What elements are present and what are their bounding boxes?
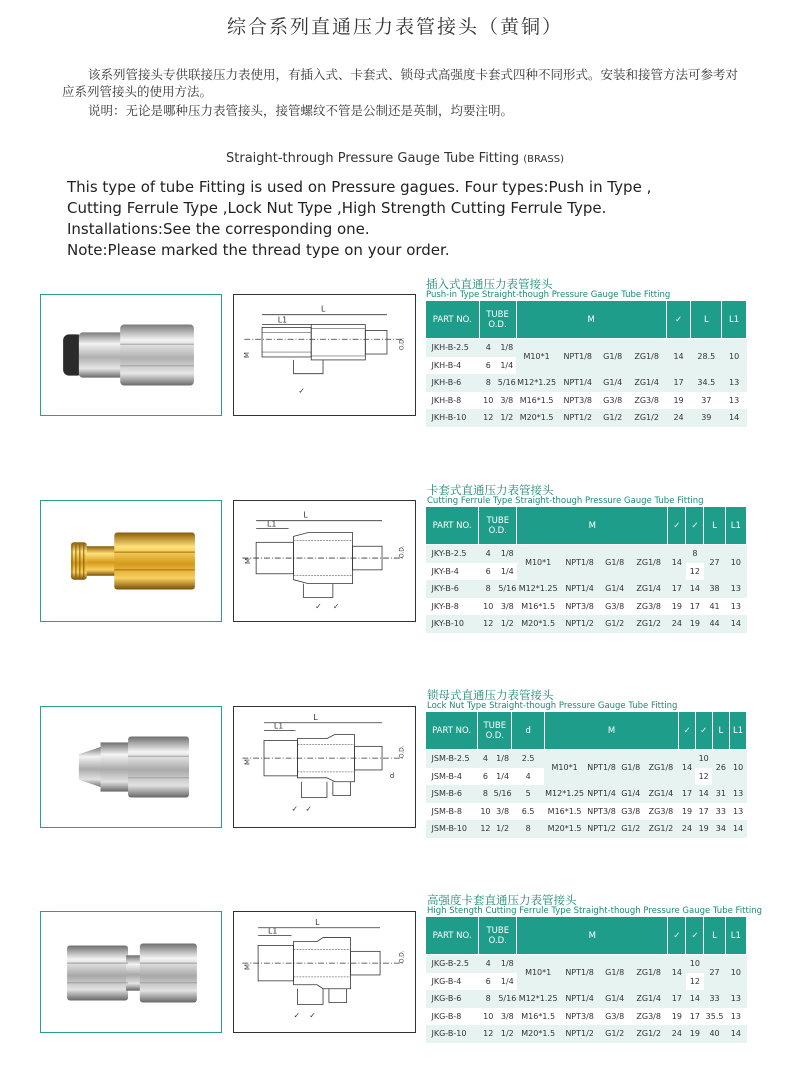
- english-title-main: Straight-through Pressure Gauge Tube Fitting: [226, 151, 520, 166]
- col-l: L: [712, 712, 730, 750]
- technical-drawing-lock-nut: [233, 706, 416, 828]
- col-m: M: [516, 301, 666, 339]
- spec-table-high-strength: [425, 916, 747, 1043]
- svg-text:L: L: [321, 304, 326, 314]
- english-title-material: (BRASS): [523, 154, 564, 165]
- svg-text:✓: ✓: [332, 602, 340, 612]
- col-tube-od: TUBE O.D.: [479, 301, 516, 339]
- svg-text:L1: L1: [267, 926, 278, 936]
- svg-text:M: M: [243, 964, 252, 971]
- intro-cn-paragraph-1: 该系列管接头专供联接压力表使用，有插入式、卡套式、锁母式高强度卡套式四种不同形式。安装和接管方法可参考对应系列管接头的使用方法。: [62, 67, 739, 99]
- svg-text:✓: ✓: [305, 804, 312, 814]
- col-s-icon: ✓: [668, 507, 686, 545]
- table-row: JSM-B-2.5 4 1/8 2.5 M10*1 NPT1/8 G1/8 ZG1/8 14 10 26 10: [426, 750, 747, 768]
- table-row: JKY-B-2.5 4 1/8 M10*1 NPT1/8 G1/8 ZG1/8 14 8 27 10: [426, 545, 747, 563]
- table-row: JKG-B-4 6 1/4 12: [431, 976, 700, 986]
- svg-text:M: M: [243, 352, 252, 358]
- svg-text:O.D.: O.D.: [399, 545, 406, 559]
- cutting-ferrule-drawing-image: [234, 501, 415, 621]
- svg-text:O.D.: O.D.: [399, 337, 406, 351]
- col-s-icon: ✓: [679, 712, 696, 750]
- product-photo-cutting-ferrule: [40, 500, 222, 622]
- col-part-no: PART NO.: [426, 917, 479, 955]
- table-row: JKH-B-6 8 5/16 M12*1.25 NPT1/4 G1/4 ZG1/4 17 34.5 13: [426, 374, 747, 392]
- svg-text:O.D.: O.D.: [399, 745, 406, 759]
- technical-drawing-push-in: [233, 294, 416, 416]
- svg-text:d: d: [389, 771, 395, 780]
- table-row: JSM-B-10 12 1/2 8 M20*1.5 NPT1/2 G1/2 ZG1/2 24 19 34 14: [426, 820, 747, 838]
- english-line-1: This type of tube Fitting is used on Pressure gagues. Four types:Push in Type ,: [67, 178, 652, 196]
- svg-text:✓: ✓: [293, 1011, 301, 1021]
- col-d: d: [512, 712, 544, 750]
- col-tube-od: TUBE O.D.: [479, 917, 517, 955]
- col-m: M: [517, 917, 668, 955]
- col-s1-icon: ✓: [686, 917, 704, 955]
- lock-nut-drawing-image: [234, 707, 415, 827]
- col-m: M: [544, 712, 678, 750]
- col-s1-icon: ✓: [695, 712, 712, 750]
- svg-text:L1: L1: [273, 721, 284, 731]
- table-row: JSM-B-6 8 5/16 5 M12*1.25 NPT1/4 G1/4 ZG1/4 17 14 31 13: [426, 785, 747, 803]
- section-3-cn-title: 锁母式直通压力表管接头: [427, 688, 554, 702]
- product-photo-push-in: [40, 294, 222, 416]
- intro-cn-paragraph-2: 说明：无论是哪种压力表管接头，接管螺纹不管是公制还是英制，均要注明。: [88, 103, 514, 118]
- svg-text:M: M: [243, 759, 252, 766]
- svg-text:L1: L1: [277, 315, 288, 325]
- english-line-4: Note:Please marked the thread type on your order.: [67, 241, 450, 259]
- svg-text:✓: ✓: [315, 602, 322, 612]
- svg-text:O.D.: O.D.: [399, 950, 406, 964]
- table-row: JKH-B-8 10 3/8 M16*1.5 NPT3/8 G3/8 ZG3/8 19 37 13: [431, 395, 740, 405]
- col-s-icon: ✓: [666, 301, 691, 339]
- svg-text:✓: ✓: [291, 804, 299, 814]
- svg-text:✓: ✓: [298, 386, 306, 396]
- section-2-cn-title: 卡套式直通压力表管接头: [427, 483, 554, 497]
- table-row: JKH-B-2.5 4 1/8 M10*1 NPT1/8 G1/8 ZG1/8 14 28.5 10: [426, 339, 747, 357]
- product-photo-lock-nut: [40, 706, 222, 828]
- high-strength-fitting-image: [41, 912, 221, 1032]
- col-l1: L1: [725, 507, 746, 545]
- product-photo-high-strength: [40, 911, 222, 1033]
- table-row: JKH-B-4 6 1/4: [431, 360, 514, 370]
- table-row: JSM-B-4 6 1/4 4 12: [431, 771, 709, 781]
- svg-text:L: L: [303, 510, 308, 520]
- svg-text:✓: ✓: [309, 1011, 316, 1021]
- table-row: JKG-B-10 12 1/2 M20*1.5 NPT1/2 G1/2 ZG1/2 24 19 40 14: [426, 1025, 747, 1043]
- col-l: L: [691, 301, 722, 339]
- col-part-no: PART NO.: [426, 712, 478, 750]
- table-row: JKG-B-2.5 4 1/8 M10*1 NPT1/8 G1/8 ZG1/8 14 10 27 10: [426, 955, 747, 973]
- spec-table-cutting-ferrule: [425, 506, 747, 633]
- col-tube-od: TUBE O.D.: [479, 507, 517, 545]
- table-row: JKY-B-6 8 5/16 M12*1.25 NPT1/4 G1/4 ZG1/4 17 14 38 13: [426, 580, 747, 598]
- col-l1: L1: [730, 712, 747, 750]
- table-row: JSM-B-8 10 3/8 6.5 M16*1.5 NPT3/8 G3/8 ZG3/8 19 17 33 13: [431, 806, 744, 816]
- section-3-en-title: Lock Nut Type Straight-though Pressure Gauge Tube Fitting: [427, 701, 678, 711]
- col-l: L: [704, 507, 725, 545]
- push-in-fitting-image: [41, 295, 221, 415]
- push-in-drawing-image: [234, 295, 415, 415]
- table-row: JKH-B-10 12 1/2 M20*1.5 NPT1/2 G1/2 ZG1/2 24 39 14: [426, 409, 747, 427]
- col-s-icon: ✓: [668, 917, 686, 955]
- col-part-no: PART NO.: [426, 507, 479, 545]
- spec-table-lock-nut: [425, 711, 747, 838]
- table-row: JKY-B-10 12 1/2 M20*1.5 NPT1/2 G1/2 ZG1/2 24 19 44 14: [426, 615, 747, 633]
- col-m: M: [517, 507, 668, 545]
- lock-nut-fitting-image: [41, 707, 221, 827]
- section-4-en-title: High Stength Cutting Ferrule Type Straight-though Pressure Gauge Tube Fitting: [427, 906, 762, 916]
- table-row: JKY-B-8 10 3/8 M16*1.5 NPT3/8 G3/8 ZG3/8 19 17 41 13: [431, 601, 741, 611]
- col-l: L: [704, 917, 725, 955]
- col-tube-od: TUBE O.D.: [478, 712, 512, 750]
- english-line-2: Cutting Ferrule Type ,Lock Nut Type ,High Strength Cutting Ferrule Type.: [67, 199, 607, 217]
- svg-text:L: L: [313, 712, 318, 722]
- high-strength-drawing-image: [234, 912, 415, 1032]
- page-title: 综合系列直通压力表管接头（黄铜）: [226, 16, 563, 38]
- col-part-no: PART NO.: [426, 301, 480, 339]
- technical-drawing-high-strength: [233, 911, 416, 1033]
- section-1-cn-title: 插入式直通压力表管接头: [426, 277, 553, 291]
- col-l1: L1: [725, 917, 746, 955]
- english-line-3: Installations:See the corresponding one.: [67, 220, 370, 238]
- section-2-en-title: Cutting Ferrule Type Straight-though Pressure Gauge Tube Fitting: [427, 496, 704, 506]
- section-4-cn-title: 高强度卡套直通压力表管接头: [427, 893, 577, 907]
- table-row: JKY-B-4 6 1/4 12: [431, 566, 700, 576]
- technical-drawing-cutting-ferrule: [233, 500, 416, 622]
- svg-text:M: M: [244, 558, 253, 564]
- section-1-en-title: Push-in Type Straight-though Pressure Gauge Tube Fitting: [426, 290, 671, 300]
- svg-text:L1: L1: [266, 519, 277, 529]
- cutting-ferrule-fitting-image: [41, 501, 221, 621]
- col-s1-icon: ✓: [686, 507, 704, 545]
- col-l1: L1: [722, 301, 747, 339]
- table-row: JKG-B-6 8 5/16 M12*1.25 NPT1/4 G1/4 ZG1/4 17 14 33 13: [426, 990, 747, 1008]
- table-row: JKG-B-8 10 3/8 M16*1.5 NPT3/8 G3/8 ZG3/8 19 17 35.5 13: [431, 1011, 741, 1021]
- svg-text:L: L: [315, 917, 320, 927]
- english-title: [0, 151, 790, 166]
- spec-table-push-in: [425, 300, 747, 427]
